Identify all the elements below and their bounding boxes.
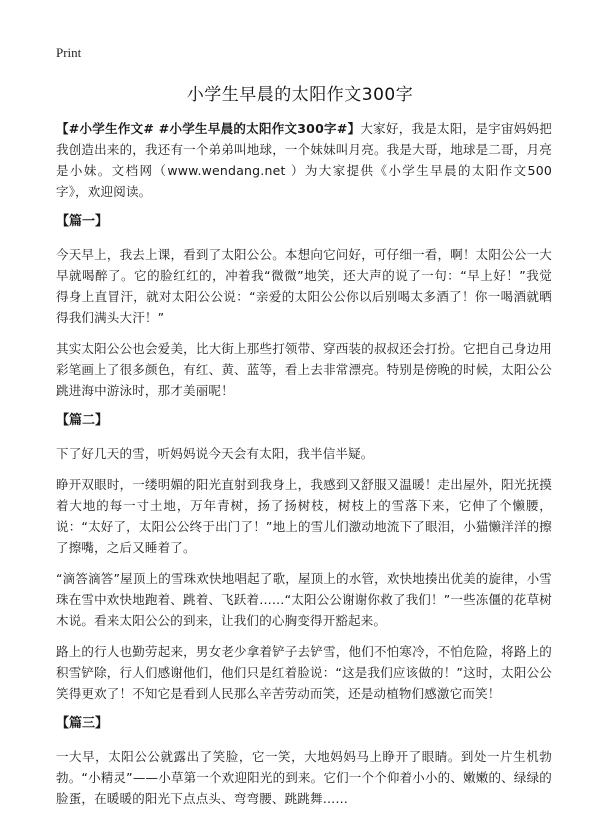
paragraph: 下了好几天的雪，听妈妈说今天会有太阳，我半信半疑。 [56, 446, 374, 461]
page-title: 小学生早晨的太阳作文300字 [186, 85, 414, 105]
section-heading: 【篇三】 [56, 716, 109, 731]
paragraph: 其实太阳公公也会爱美，比大街上那些打领带、穿西装的叔叔还会打扮。它把自己身边用彩笔画上了很多颜色，有红、黄、蓝等，看上去非常漂亮。特别是傍晚的时候，太阳公公跳进海中游泳时，那才美丽呢！ [56, 341, 552, 398]
intro-paragraph [56, 118, 552, 202]
paragraph: 一大早，太阳公公就露出了笑脸，它一笑，大地妈妈马上睁开了眼睛。到处一片生机勃勃。“小精灵”——小草第一个欢迎阳光的到来。它们一个个仰着小小的、嫩嫩的、绿绿的脸蛋，在暖暖的阳光下点点头、弯弯腰、跳跳舞…… [56, 749, 552, 806]
intro-text: 大家好，我是太阳，是宇宙妈妈把我创造出来的，我还有一个弟弟叫地球，一个妹妹叫月亮。我是大哥，地球是二哥，月亮是小妹。文档网（www.wendang.net ）为大家提供《小学生早晨的太阳作文500字》，欢迎阅读。 [56, 121, 552, 199]
print-label: Print [56, 45, 82, 60]
section-heading: 【篇二】 [56, 413, 109, 428]
intro-tag: 【#小学生作文# #小学生早晨的太阳作文300字#】 [56, 121, 361, 136]
paragraph: 睁开双眼时，一缕明媚的阳光直射到我身上，我感到又舒服又温暖！走出屋外，阳光抚摸着大地的每一寸土地，万年青树，扬了扬树枝，树枝上的雪落下来，它伸了个懒腰，说：“太好了，太阳公公终于出门了！”地上的雪儿们激动地流下了眼泪，小猫懒洋洋的擦了擦嘴，之后又睡着了。 [56, 477, 552, 555]
paragraph: 路上的行人也勤劳起来，男女老少拿着铲子去铲雪，他们不怕寒冷，不怕危险，将路上的积雪铲除，行人们感谢他们，他们只是红着脸说：“这是我们应该做的！”这时，太阳公公笑得更欢了！不知它是看到人民那么辛苦劳动而笑，还是动植物们感激它而笑！ [56, 644, 552, 701]
article-body [56, 118, 552, 819]
paragraph: “滴答滴答”屋顶上的雪珠欢快地唱起了歌，屋顶上的水管，欢快地揍出优美的旋律，小雪珠在雪中欢快地跑着、跳着、飞跃着……“太阳公公谢谢你救了我们！”一些冻僵的花草树木说。看来太阳公公的到来，让我们的心胸变得开豁起来。 [56, 571, 552, 628]
section-heading: 【篇一】 [56, 214, 109, 229]
paragraph: 今天早上，我去上课，看到了太阳公公。本想向它问好，可仔细一看，啊！太阳公公一大早就喝醉了。它的脸红红的，冲着我“微微”地笑，还大声的说了一句：“早上好！”我觉得身上直冒汗，就对太阳公公说：“亲爱的太阳公公你以后别喝太多酒了！你一喝酒就晒得我们满头大汗！” [56, 247, 552, 325]
